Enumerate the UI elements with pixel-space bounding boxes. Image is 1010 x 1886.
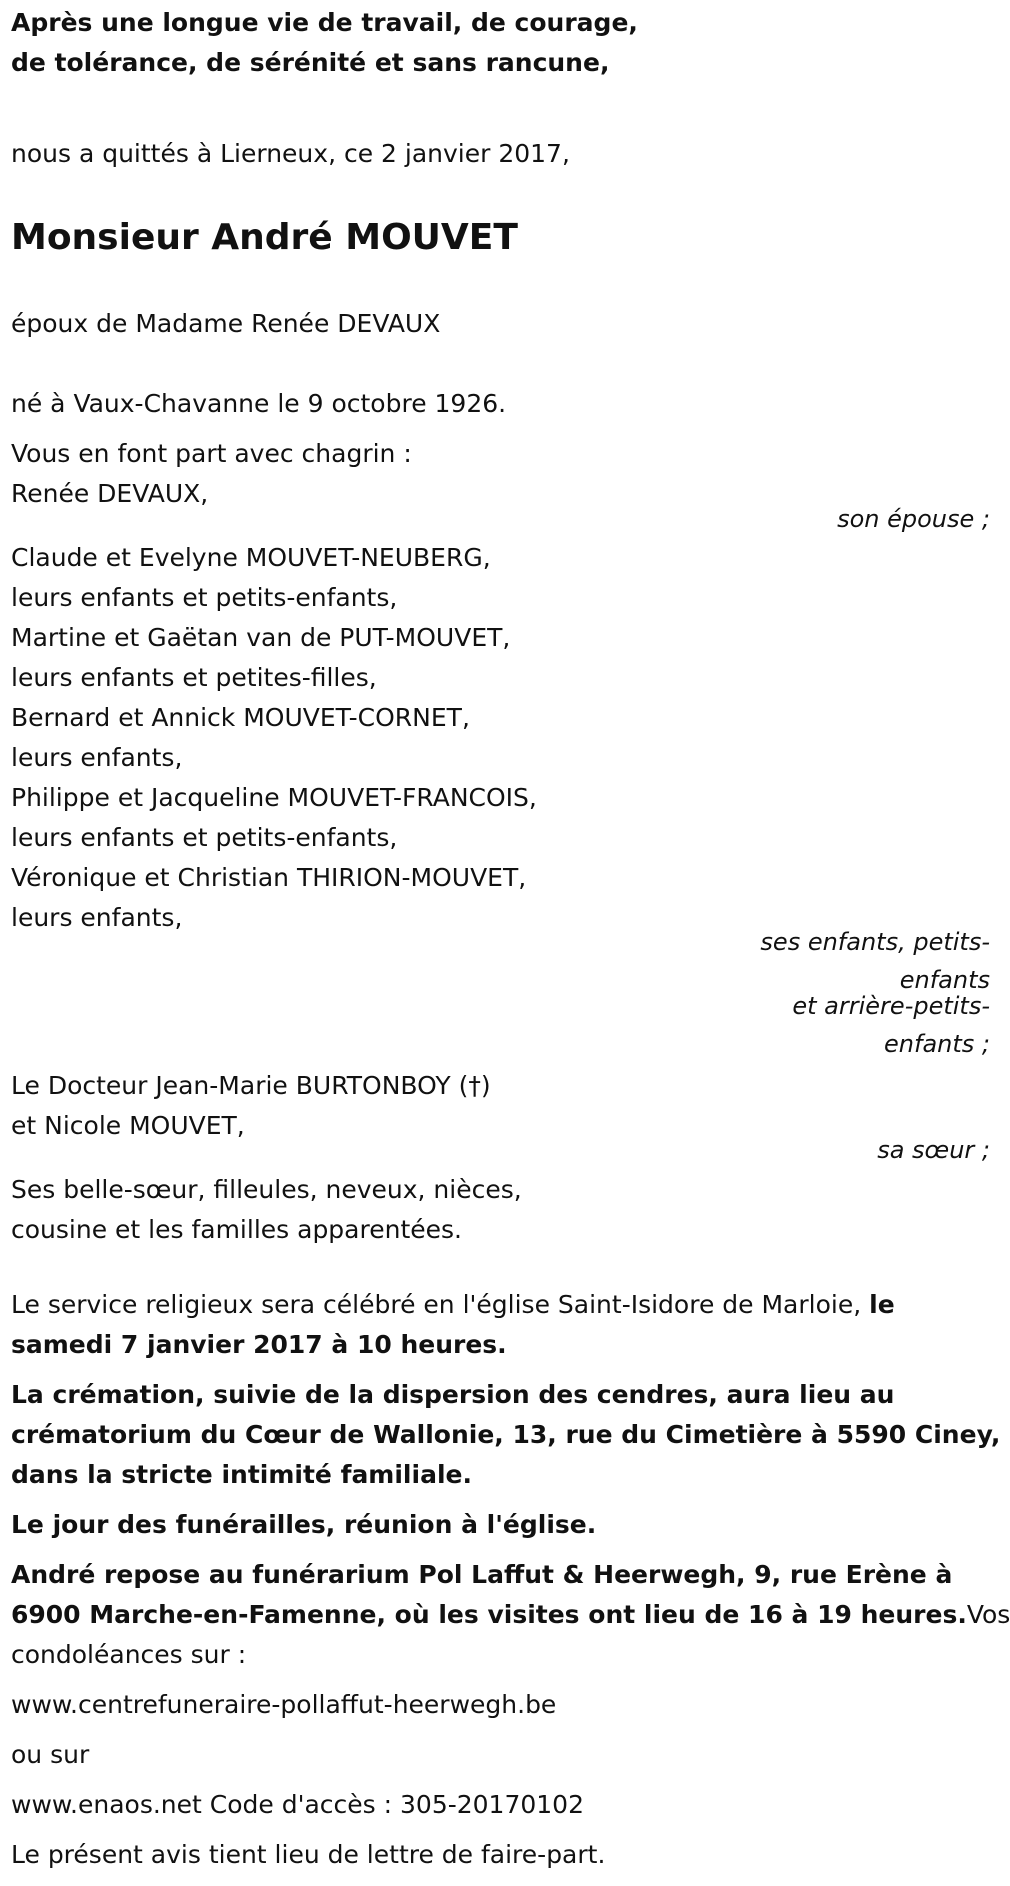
funeral-day: Le jour des funérailles, réunion à l'église. (11, 1510, 597, 1539)
service-date: samedi 7 janvier 2017 à 10 heures. (11, 1330, 507, 1359)
role-children-line: enfants (899, 966, 990, 994)
website-link-1[interactable]: www.centrefuneraire-pollaffut-heerwegh.be (11, 1690, 557, 1719)
role-sister: sa sœur ; (877, 1136, 990, 1164)
condolences-line: condoléances sur : (11, 1640, 247, 1669)
service-date-start: le (869, 1290, 895, 1319)
service-line-1 (11, 1285, 895, 1325)
spouse-line: époux de Madame Renée DEVAUX (11, 309, 441, 338)
deceased-name: Monsieur André MOUVET (11, 217, 518, 258)
role-spouse: son épouse ; (837, 505, 990, 533)
family-line: Véronique et Christian THIRION-MOUVET, (11, 863, 527, 892)
condolences-start: Vos (966, 1600, 1010, 1629)
relatives-line: Ses belle-sœur, filleules, neveux, nièces, (11, 1175, 522, 1204)
family-line: Philippe et Jacqueline MOUVET-FRANCOIS, (11, 783, 537, 812)
announce-line: Vous en font part avec chagrin : (11, 439, 412, 468)
intro-line-2: de tolérance, de sérénité et sans rancune, (11, 48, 610, 77)
repose-line-1: André repose au funérarium Pol Laffut & Heerwegh, 9, rue Erène à (11, 1560, 953, 1589)
sister-line: et Nicole MOUVET, (11, 1111, 245, 1140)
repose-visits: 6900 Marche-en-Famenne, où les visites ont lieu de 16 à 19 heures. (11, 1600, 967, 1629)
website-link-2[interactable]: www.enaos.net Code d'accès : 305-20170102 (11, 1790, 584, 1819)
role-children-line: enfants ; (884, 1030, 990, 1058)
cremation-line: crématorium du Cœur de Wallonie, 13, rue du Cimetière à 5590 Ciney, (11, 1420, 1001, 1449)
service-text: Le service religieux sera célébré en l'église Saint-Isidore de Marloie, (11, 1290, 862, 1319)
family-line: leurs enfants, (11, 903, 183, 932)
family-line: Bernard et Annick MOUVET-CORNET, (11, 703, 470, 732)
cremation-line: dans la stricte intimité familiale. (11, 1460, 472, 1489)
or-text: ou sur (11, 1740, 90, 1769)
role-children-line: ses enfants, petits- (760, 928, 990, 956)
family-line: Claude et Evelyne MOUVET-NEUBERG, (11, 543, 491, 572)
repose-line-2 (11, 1595, 1010, 1635)
family-line: leurs enfants et petits-enfants, (11, 823, 398, 852)
intro-line-1: Après une longue vie de travail, de courage, (11, 8, 638, 37)
closing-line: Le présent avis tient lieu de lettre de faire-part. (11, 1840, 606, 1869)
sister-line: Le Docteur Jean-Marie BURTONBOY (†) (11, 1071, 491, 1100)
family-line: Martine et Gaëtan van de PUT-MOUVET, (11, 623, 511, 652)
cremation-line: La crémation, suivie de la dispersion des cendres, aura lieu au (11, 1380, 895, 1409)
family-line: leurs enfants, (11, 743, 183, 772)
birth-line: né à Vaux-Chavanne le 9 octobre 1926. (11, 389, 507, 418)
family-line: leurs enfants et petits-enfants, (11, 583, 398, 612)
role-children-line: et arrière-petits- (792, 992, 990, 1020)
departure-line: nous a quittés à Lierneux, ce 2 janvier 2017, (11, 139, 570, 168)
relatives-line: cousine et les familles apparentées. (11, 1215, 462, 1244)
spouse-name: Renée DEVAUX, (11, 479, 209, 508)
family-line: leurs enfants et petites-filles, (11, 663, 377, 692)
